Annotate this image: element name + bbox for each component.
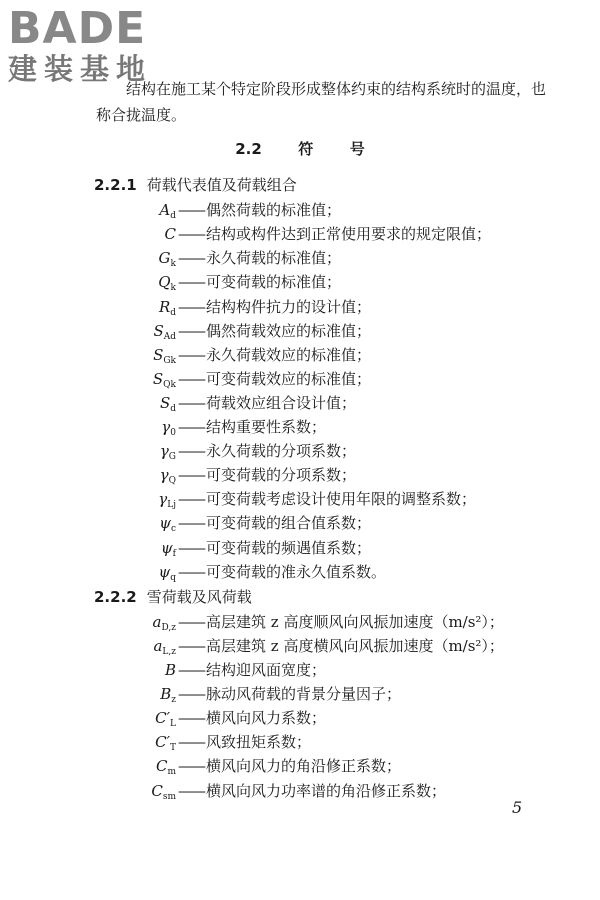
symbol-letter: R <box>158 297 171 316</box>
symbol-description: 结构重要性系数； <box>206 418 327 436</box>
symbol-letter: C <box>151 781 163 800</box>
symbol-row <box>100 439 356 463</box>
symbol-letter: S <box>153 321 164 340</box>
symbol-letter: γ <box>159 466 169 485</box>
symbol-subscript: Qk <box>163 379 176 390</box>
symbol-row <box>100 682 401 706</box>
em-dash: —— <box>178 345 204 364</box>
em-dash: —— <box>178 757 204 776</box>
symbol-subscript: G <box>168 452 176 463</box>
symbol-letter: S <box>153 345 164 364</box>
em-dash: —— <box>178 636 204 655</box>
em-dash: —— <box>178 538 204 557</box>
symbol-letter: C′ <box>155 733 170 752</box>
symbol-letter: a <box>152 612 162 631</box>
em-dash: —— <box>178 369 204 388</box>
symbol-row <box>100 367 371 391</box>
symbol-subscript: Gk <box>163 355 176 366</box>
em-dash: —— <box>178 781 204 800</box>
symbol-row <box>100 706 326 730</box>
symbol-letter: ψ <box>158 562 171 581</box>
symbol-subscript: 0 <box>170 428 176 438</box>
symbol-description: 横风向风力系数； <box>206 709 327 728</box>
symbol-subscript: m <box>167 767 176 778</box>
em-dash: —— <box>178 562 204 581</box>
symbol-description: 可变荷载的频遇值系数； <box>206 538 372 557</box>
symbol-row <box>100 610 504 634</box>
symbol-subscript: q <box>170 572 176 583</box>
symbol-subscript: c <box>170 524 176 535</box>
section-title <box>0 138 600 159</box>
symbol-letter: ψ <box>159 514 171 533</box>
symbol-letter: γ <box>159 442 169 461</box>
symbol-subscript: k <box>170 283 176 294</box>
symbol-subscript: k <box>170 259 176 270</box>
em-dash: —— <box>178 249 204 268</box>
symbol-letter: C <box>164 225 176 244</box>
symbol-description: 高层建筑 z 高度顺风向风振加速度（m/s²）； <box>206 612 504 631</box>
symbol-description: 高层建筑 z 高度横风向风振加速度（m/s²）； <box>206 636 504 655</box>
em-dash: —— <box>178 709 204 728</box>
symbol-row <box>100 319 371 343</box>
symbol-description: 风致扭矩系数； <box>206 733 312 752</box>
subsection-number: 2.2.1 <box>94 176 137 194</box>
symbol-description: 横风向风力功率谱的角沿修正系数； <box>206 781 447 800</box>
symbol-row <box>100 487 476 511</box>
symbol-subscript: d <box>170 403 176 414</box>
symbol-letter: A <box>159 201 171 220</box>
symbol <box>100 779 176 809</box>
symbol-letter: C′ <box>155 709 171 728</box>
symbol-row <box>100 343 371 367</box>
symbol-row <box>100 560 386 584</box>
symbol-description: 可变荷载考虑设计使用年限的调整系数； <box>206 490 477 509</box>
symbol-description: 可变荷载的标准值； <box>206 273 342 292</box>
section-title-right: 号 <box>349 140 365 158</box>
em-dash: —— <box>178 466 204 485</box>
symbol-row <box>100 198 341 222</box>
em-dash: —— <box>178 297 204 316</box>
subsection-title: 雪荷载及风荷载 <box>146 587 252 606</box>
symbol-subscript: d <box>170 211 176 222</box>
symbol-letter: γ <box>161 418 171 436</box>
symbol-description: 结构构件抗力的设计值； <box>206 297 372 316</box>
symbol-description: 结构或构件达到正常使用要求的规定限值； <box>206 225 492 244</box>
symbol-subscript: T <box>169 743 176 754</box>
section-number: 2.2 <box>235 140 262 158</box>
em-dash: —— <box>178 273 204 292</box>
logo-brand: BADE <box>8 3 147 54</box>
symbol-row <box>100 536 371 560</box>
subsection-heading <box>94 174 297 195</box>
symbol-subscript: Q <box>168 476 176 487</box>
symbol-description: 可变荷载的准永久值系数。 <box>206 562 387 581</box>
symbol-row <box>100 779 446 803</box>
symbol-row <box>100 634 504 658</box>
subsection-heading <box>94 586 252 607</box>
symbol-letter: S <box>152 369 164 388</box>
symbol-description: 脉动风荷载的背景分量因子； <box>206 685 402 704</box>
symbol-subscript: f <box>172 548 176 559</box>
symbol-letter: B <box>160 685 172 704</box>
em-dash: —— <box>178 685 204 704</box>
symbol <box>100 222 176 246</box>
em-dash: —— <box>178 661 204 679</box>
em-dash: —— <box>178 442 204 461</box>
symbol-subscript: d <box>170 307 176 318</box>
symbol-letter: C <box>155 757 168 776</box>
symbol-letter: ψ <box>160 538 173 557</box>
symbol-row <box>100 391 356 415</box>
symbol-row <box>100 511 371 535</box>
symbol-row <box>100 270 341 294</box>
em-dash: —— <box>178 733 204 752</box>
em-dash: —— <box>178 393 204 412</box>
subsection-title: 荷载代表值及荷载组合 <box>146 176 297 194</box>
intro-paragraph: 结构在施工某个特定阶段形成整体约束的结构系统时的温度，也称合拢温度。 <box>96 80 547 124</box>
symbol-subscript: z <box>171 695 176 706</box>
symbol-description: 横风向风力的角沿修正系数； <box>206 757 402 776</box>
symbol-row <box>100 246 341 270</box>
symbol-row <box>100 415 326 439</box>
symbol-description: 永久荷载的分项系数； <box>206 442 357 461</box>
symbol-letter: a <box>153 636 163 655</box>
symbol-letter: γ <box>158 490 168 509</box>
symbol-letter: B <box>164 661 176 679</box>
symbol-description: 荷载效应组合设计值； <box>206 393 357 412</box>
symbol-letter: S <box>159 393 171 412</box>
em-dash: —— <box>178 612 204 631</box>
symbol-subscript: D,z <box>161 622 176 633</box>
section-title-left: 符 <box>298 140 314 158</box>
page-number: 5 <box>512 798 523 817</box>
em-dash: —— <box>178 514 204 533</box>
symbol-description: 永久荷载效应的标准值； <box>206 345 372 364</box>
symbol-subscript: L,z <box>162 646 176 657</box>
subsection-number: 2.2.2 <box>94 587 137 606</box>
symbol-description: 可变荷载的分项系数； <box>206 466 357 485</box>
symbol <box>100 658 176 682</box>
symbol-description: 结构迎风面宽度； <box>206 661 327 679</box>
symbol-subscript: Lj <box>167 500 176 511</box>
em-dash: —— <box>178 201 204 220</box>
symbol-row <box>100 222 491 246</box>
em-dash: —— <box>178 418 204 436</box>
em-dash: —— <box>178 490 204 509</box>
symbol-letter: G <box>158 249 171 268</box>
symbol-row <box>100 730 311 754</box>
symbol-row <box>100 463 356 487</box>
symbol-row <box>100 295 371 319</box>
symbol-row <box>100 658 326 682</box>
em-dash: —— <box>178 321 204 340</box>
em-dash: —— <box>178 225 204 244</box>
symbol-description: 偶然荷载的标准值； <box>206 201 342 220</box>
symbol-row <box>100 754 401 778</box>
symbol-description: 永久荷载的标准值； <box>206 249 342 268</box>
symbol-subscript: sm <box>162 791 176 802</box>
symbol-description: 偶然荷载效应的标准值； <box>206 321 372 340</box>
symbol-description: 可变荷载的组合值系数； <box>206 514 372 533</box>
symbol-subscript: L <box>170 719 176 730</box>
symbol-letter: Q <box>158 273 171 292</box>
symbol-subscript: Ad <box>163 331 176 342</box>
logo-chinese: 建装基地 <box>8 52 153 86</box>
symbol-description: 可变荷载效应的标准值； <box>206 369 372 388</box>
